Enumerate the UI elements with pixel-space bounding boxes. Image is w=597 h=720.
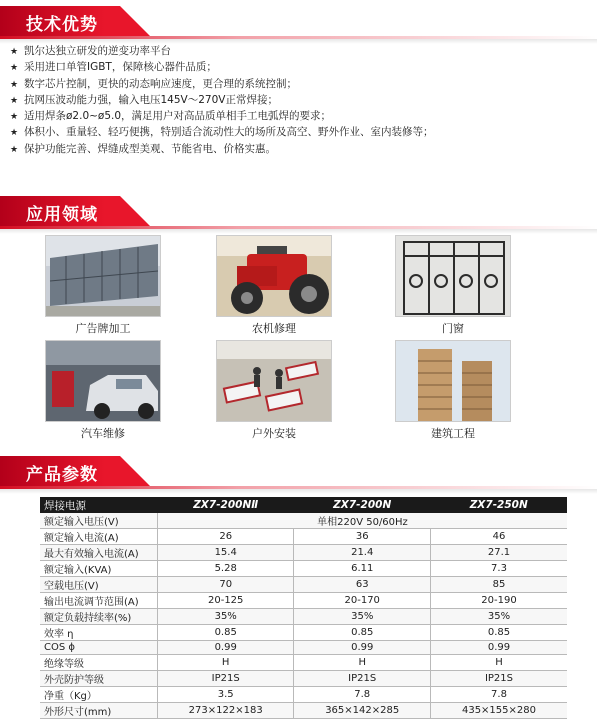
- table-cell: IP21S: [157, 670, 294, 686]
- list-item: ★ 体积小、重量轻、轻巧便携，特别适合流动性大的场所及高空、野外作业、室内装修等；: [10, 125, 590, 141]
- section-title: 应用领域: [26, 205, 98, 225]
- application-label: 建筑工程: [431, 427, 475, 440]
- table-cell: 435×155×280: [430, 702, 567, 718]
- row-label: 额定输入(KVA): [40, 561, 157, 577]
- row-label: 效率 η: [40, 625, 157, 641]
- row-label: 外形尺寸(mm): [40, 702, 157, 718]
- table-cell: 46: [430, 529, 567, 545]
- list-item: ★ 采用进口单管IGBT，保障核心器件品质；: [10, 60, 590, 76]
- table-row: [40, 670, 567, 686]
- star-icon: ★: [10, 79, 19, 90]
- list-item: ★ 抗网压波动能力强，输入电压145V～270V正常焊接；: [10, 93, 590, 109]
- table-row: [40, 625, 567, 641]
- construction-photo-icon: [395, 340, 511, 422]
- table-row: [40, 513, 567, 529]
- table-cell: 0.99: [430, 641, 567, 655]
- table-cell: 5.28: [157, 561, 294, 577]
- table-row: [40, 654, 567, 670]
- table-row: [40, 561, 567, 577]
- table-cell: 20-125: [157, 593, 294, 609]
- tractor-photo-icon: [216, 235, 332, 317]
- application-tractor: [216, 235, 336, 336]
- table-cell: 365×142×285: [294, 702, 431, 718]
- table-cell: 15.4: [157, 545, 294, 561]
- table-cell: 35%: [430, 609, 567, 625]
- table-cell: 70: [157, 577, 294, 593]
- section-header-advantages: [0, 6, 597, 40]
- table-row: [40, 529, 567, 545]
- advantages-list: [10, 44, 590, 158]
- column-header: ZX7-200N: [294, 497, 431, 513]
- header-shadow: [0, 489, 597, 494]
- star-icon: ★: [10, 144, 19, 155]
- table-cell: 0.99: [294, 641, 431, 655]
- table-cell: 21.4: [294, 545, 431, 561]
- car-repair-photo-icon: [45, 340, 161, 422]
- list-item: ★ 保护功能完善、焊缝成型美观、节能省电、价格实惠。: [10, 142, 590, 158]
- table-row: [40, 545, 567, 561]
- row-label: 额定输入电流(A): [40, 529, 157, 545]
- table-cell: H: [430, 654, 567, 670]
- table-cell: 0.85: [157, 625, 294, 641]
- table-cell: 7.8: [430, 686, 567, 702]
- row-label: 绝缘等级: [40, 654, 157, 670]
- row-label: COS ϕ: [40, 641, 157, 655]
- window-grille-photo-icon: [395, 235, 511, 317]
- table-cell: 35%: [157, 609, 294, 625]
- column-header: 焊接电源: [40, 497, 157, 513]
- application-window: [395, 235, 515, 336]
- star-icon: ★: [10, 47, 19, 57]
- table-row: [40, 577, 567, 593]
- application-billboard: [45, 235, 165, 336]
- application-label: 农机修理: [252, 322, 296, 335]
- table-cell: 20-190: [430, 593, 567, 609]
- table-cell: 20-170: [294, 593, 431, 609]
- applications-grid: [40, 232, 560, 438]
- column-header: ZX7-250N: [430, 497, 567, 513]
- row-label: 额定输入电压(V): [40, 513, 157, 529]
- table-cell: 0.85: [294, 625, 431, 641]
- table-cell: H: [157, 654, 294, 670]
- table-row: [40, 641, 567, 655]
- row-label: 额定负载持续率(%): [40, 609, 157, 625]
- section-title: 产品参数: [26, 465, 98, 485]
- table-row: [40, 609, 567, 625]
- table-cell: 27.1: [430, 545, 567, 561]
- application-car-repair: [45, 340, 165, 441]
- table-cell: 273×122×183: [157, 702, 294, 718]
- table-cell: 3.5: [157, 686, 294, 702]
- table-cell: H: [294, 654, 431, 670]
- billboard-photo-icon: [45, 235, 161, 317]
- table-row: [40, 686, 567, 702]
- table-cell: 0.85: [430, 625, 567, 641]
- table-cell: 63: [294, 577, 431, 593]
- star-icon: ★: [10, 112, 19, 123]
- table-cell: 7.8: [294, 686, 431, 702]
- table-cell: 36: [294, 529, 431, 545]
- application-outdoor: [216, 340, 336, 441]
- application-construction: [395, 340, 515, 441]
- table-cell: 6.11: [294, 561, 431, 577]
- table-cell: IP21S: [430, 670, 567, 686]
- section-header-applications: [0, 196, 597, 230]
- column-header: ZX7-200NⅡ: [157, 497, 294, 513]
- outdoor-install-photo-icon: [216, 340, 332, 422]
- application-label: 广告牌加工: [75, 322, 131, 335]
- star-icon: ★: [10, 128, 19, 139]
- table-cell: 85: [430, 577, 567, 593]
- table-row: [40, 593, 567, 609]
- row-label: 外壳防护等级: [40, 670, 157, 686]
- params-table: [40, 497, 567, 719]
- table-cell: 0.99: [157, 641, 294, 655]
- section-title: 技术优势: [26, 15, 98, 35]
- table-cell: IP21S: [294, 670, 431, 686]
- row-label: 输出电流调节范围(A): [40, 593, 157, 609]
- table-cell: 单相220V 50/60Hz: [157, 513, 567, 529]
- application-label: 汽车维修: [81, 427, 125, 440]
- section-header-params: [0, 456, 597, 490]
- application-label: 门窗: [442, 322, 464, 335]
- table-row: [40, 702, 567, 718]
- application-label: 户外安装: [252, 427, 296, 440]
- list-item: ★ 凯尔达独立研发的逆变功率平台: [10, 44, 590, 60]
- table-header-row: [40, 497, 567, 513]
- table-cell: 7.3: [430, 561, 567, 577]
- row-label: 空载电压(V): [40, 577, 157, 593]
- row-label: 最大有效输入电流(A): [40, 545, 157, 561]
- list-item: ★ 适用焊条ø2.0~ø5.0，满足用户对高品质单相手工电弧焊的要求；: [10, 109, 590, 125]
- list-item: ★ 数字芯片控制，更快的动态响应速度，更合理的系统控制；: [10, 77, 590, 93]
- table-cell: 26: [157, 529, 294, 545]
- star-icon: ★: [10, 63, 19, 74]
- table-cell: 35%: [294, 609, 431, 625]
- star-icon: ★: [10, 95, 19, 106]
- row-label: 净重（Kg）: [40, 686, 157, 702]
